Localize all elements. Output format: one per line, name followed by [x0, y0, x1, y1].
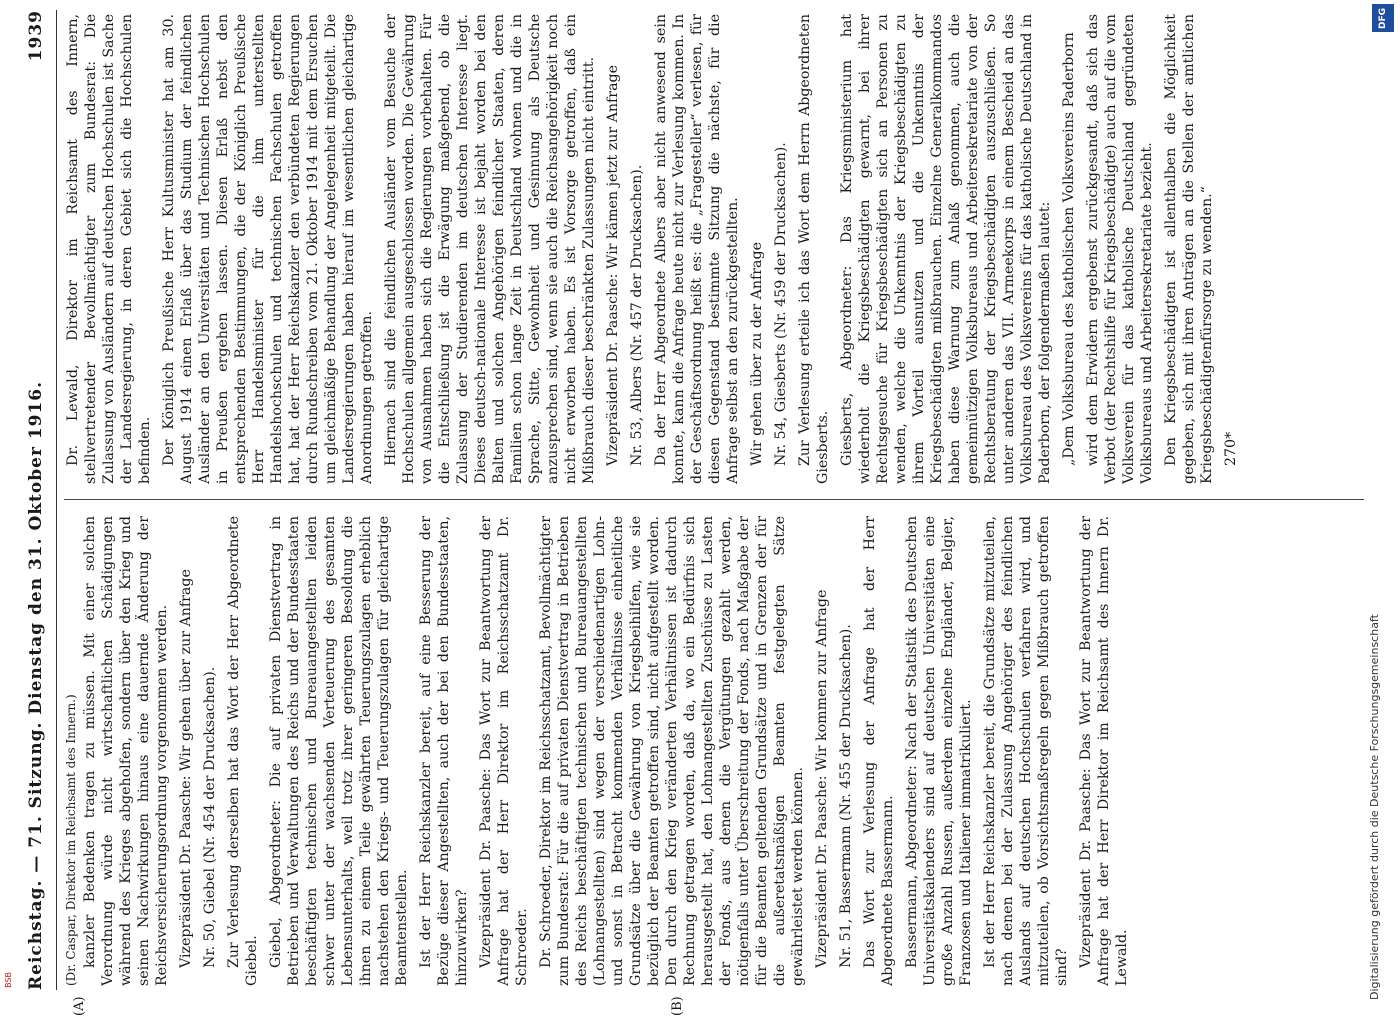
- paragraph: Da der Herr Abgeordnete Albers aber nicht anwesend sein konnte, kann die Anfrage heute nicht zur Verlesung kommen. In der Geschäftsordnung heißt es: die „Fragesteller“ verlesen, für diesen Gegenstand bestimmte Sitzung die nächste, für die Anfrage selbst an den zurückgestellten.: [653, 14, 741, 484]
- header-rule: [56, 10, 57, 990]
- paragraph: kanzler Bedenken tragen zu müssen. Mit einer solchen Verordnung würde nicht wirtschaftlichen Schädigungen während des Krieges abgeholfen, sondern über den Krieg und seinen Nachwirkungen hinaus eine dauernde Änderung der Reichsversicherungsordnung vorgenommen werden.: [82, 516, 170, 986]
- paragraph: Nr. 51, Bassermann (Nr. 455 der Drucksachen).: [838, 624, 854, 968]
- paragraph: Vizepräsident Dr. Paasche: Das Wort zur Beantwortung der Anfrage hat der Herr Direktor im Reichsamt des Innern Dr. Lewald.: [1078, 516, 1130, 986]
- paragraph: Vizepräsident Dr. Paasche: Wir kommen zur Anfrage: [814, 589, 830, 968]
- page-header: [20, 10, 62, 990]
- page-number: 1939: [26, 10, 46, 62]
- paragraph: Das Wort zur Verlesung der Anfrage hat der Herr Abgeordnete Bassermann.: [862, 516, 896, 986]
- paragraph: Vizepräsident Dr. Paasche: Das Wort zur Beantwortung der Anfrage hat der Herr Direktor im Reichsschatzamt Dr. Schroeder.: [478, 516, 530, 986]
- header-title: Reichstag. — 71. Sitzung. Dienstag den 31. Oktober 1916.: [26, 380, 46, 990]
- paragraph: Nr. 50, Giebel (Nr. 454 der Drucksachen).: [202, 666, 218, 968]
- column-divider: [64, 499, 1364, 500]
- paragraph: Den Kriegsbeschädigten ist allenthalben die Möglichkeit gegeben, sich mit ihren Anträgen an die Stellen der amtlichen Kriegsbeschädigtenfürsorge zu wenden.“: [1163, 14, 1215, 484]
- paragraph: Wir gehen über zu der Anfrage: [749, 242, 765, 466]
- right-column: [64, 14, 1374, 484]
- paragraph: Dr. Schroeder, Direktor im Reichsschatzamt, Bevollmächtigter zum Bundesrat: Für die auf privaten Dienstvertrag in Betrieben des Reichs beschäftigten technischen und Bureauangestellten (Lohnangestellten) sind wegen der verschiedenartigen Lohn- und sonst in Betracht kommenden Verhältnisse einheitliche Grundsätze über die Gewährung von Kriegsbeihilfen, wie sie bezüglich der Beamten getroffen sind, nicht aufgestellt worden. Den durch den Krieg veränderten Verhältnissen ist dadurch Rechnung getragen worden, daß da, wo ein Bedürfnis sich herausgestellt hat, den Lohnangestellten Zuschüsse zu Lasten der Fonds, aus denen die Vergütungen gezahlt werden, nötigenfalls unter Überschreitung der Fonds, nach Maßgabe der für die Beamten geltenden Grundsätze und in Grenzen der für die außeretatsmäßigen Beamten festgelegten Sätze gewährleistet werden können.: [538, 516, 806, 986]
- paragraph: 270*: [1223, 431, 1239, 466]
- paragraph: „Dem Volksbureau des katholischen Volksvereins Paderborn: [1061, 32, 1077, 466]
- paragraph: Ist der Herr Reichskanzler bereit, die Grundsätze mitzuteilen, nach denen bei der Zulassung Angehöriger des feindlichen Auslands auf deutschen Hochschulen verfahren wird, und mitzuteilen, ob Vorsichtsmaßregeln gegen Mißbrauch getroffen sind?: [982, 516, 1070, 986]
- rotated-page: [20, 10, 1380, 1016]
- paragraph: Zur Verlesung erteile ich das Wort dem Herrn Abgeordneten Giesberts.: [797, 14, 831, 484]
- digitization-credit: [1368, 40, 1392, 1000]
- margin-mark-b: (B): [670, 996, 685, 1016]
- left-column: [64, 516, 1374, 986]
- dfg-logo: DFG: [1372, 4, 1394, 32]
- paragraph: Zur Verlesung derselben hat das Wort der Herr Abgeordnete Giebel.: [226, 516, 260, 986]
- paragraph: Vizepräsident Dr. Paasche: Wir kämen jetzt zur Anfrage: [605, 64, 621, 466]
- paragraph: wird dem Erwidern ergebenst zurückgesandt, daß sich das Verbot (der Rechtshilfe für Kriegsbeschädigte) auch auf die vom Volksverein für das katholische Deutschland gegründeten Volksbureaus und Arbeitersekretariate bezieht.: [1085, 14, 1155, 484]
- paragraph: Nr. 53, Albers (Nr. 457 der Drucksachen).: [629, 164, 645, 466]
- paragraph: Nr. 54, Giesberts (Nr. 459 der Drucksachen).: [773, 142, 789, 466]
- speaker-note: (Dr. Caspar, Direktor im Reichsamt des Innern.): [64, 694, 78, 986]
- margin-mark-a: (A): [72, 996, 87, 1016]
- paragraph: Der Königlich Preußische Herr Kultusminister hat am 30. August 1914 einen Erlaß über das Studium der feindlichen Ausländer an den Universitäten und Technischen Hochschulen in Preußen ergehen lassen. Diesen Erlaß nebst den entsprechenden Bestimmungen, die der Königlich Preußische Herr Handelsminister für die ihm unterstellten Handelshochschulen und technischen Fachschulen getroffen hat, hat der Herr Reichskanzler den verbündeten Regierungen durch Rundschreiben vom 21. Oktober 1914 mit dem Ersuchen um gleichmäßige Behandlung der Angelegenheit mitgeteilt. Die Landesregierungen haben hierauf im wesentlichen gleichartige Anordnungen getroffen.: [161, 14, 375, 484]
- bsb-logo: BSB: [4, 972, 13, 988]
- digitization-credit-text: Digitalisierung gefördert durch die Deutsche Forschungsgemeinschaft: [1368, 614, 1381, 1000]
- paragraph: Hiernach sind die feindlichen Ausländer vom Besuche der Hochschulen allgemein ausgeschlossen worden. Die Gewährung von Ausnahmen haben sich die Regierungen vorbehalten. Für die Entschließung ist die Erwägung maßgebend, ob die Zulassung der Studierenden im deutschen Interesse liegt. Dieses deutsch-nationale Interesse ist bejaht worden bei den Balten und solchen Angehörigen feindlicher Staaten, deren Familien schon lange Zeit in Deutschland wohnen und die in Sprache, Sitte, Gewohnheit und Gesinnung als Deutsche anzusprechen sind, wenn sie auch die Reichsangehörigkeit noch nicht erworben haben. Es ist Vorsorge getroffen, daß ein Mißbrauch dieser beschränkten Zulassungen nicht eintritt.: [383, 14, 597, 484]
- paragraph: Vizepräsident Dr. Paasche: Wir gehen über zur Anfrage: [178, 569, 194, 968]
- paragraph: Ist der Herr Reichskanzler bereit, auf eine Besserung der Bezüge dieser Angestellten, auch der bei den Bundesstaaten, hinzuwirken?: [418, 516, 470, 986]
- paragraph: Bassermann, Abgeordneter: Nach der Statistik des Deutschen Universitätskalenders sind auf deutschen Universitäten eine große Anzahl Russen, außerdem einzelne Engländer, Belgier, Franzosen und Italiener immatrikuliert.: [904, 516, 974, 986]
- paragraph: Giebel, Abgeordneter: Die auf privaten Dienstvertrag in Betrieben und Verwaltungen des Reichs und der Bundesstaaten beschäftigten technischen und Bureauangestellten leiden schwer unter der wachsenden Verteuerung des gesamten Lebensunterhalts, weil trotz ihrer geringeren Besoldung die ihnen zu einem Teile gewährten Teuerungszulagen erheblich nachstehen den Kriegs- und Teuerungszulagen für gleichartige Beamtenstellen.: [268, 516, 410, 986]
- paragraph: Dr. Lewald, Direktor im Reichsamt des Innern, stellvertretender Bevollmächtigter zum Bundesrat: Die Zulassung von Ausländern auf deutschen Hochschulen ist Sache der Landesregierung, in deren Gebiet sich die Hochschulen befinden.: [65, 14, 153, 484]
- paragraph: Giesberts, Abgeordneter: Das Kriegsministerium hat wiederholt die Kriegsbeschädigten gewarnt, bei ihrer Rechtsgesuche für Kriegsbeschädigten sich an Personen zu wenden, welche die Unkenntnis der Kriegsbeschädigten zu ihrem Vorteil ausnutzen und die Unkenntnis der Kriegsbeschädigten mißbrauchen. Einzelne Generalkommandos haben diese Warnung zum Anlaß genommen, auch die gemeinnützigen Volksbureaus und Arbeitersekretariate von der Rechtsberatung der Kriegsbeschädigten auszuschließen. So unter anderen das VII. Armeekorps in einem Bescheid an das Volksbureau des Volksvereins für das katholische Deutschland in Paderborn, der folgendermaßen lautet:: [839, 14, 1053, 484]
